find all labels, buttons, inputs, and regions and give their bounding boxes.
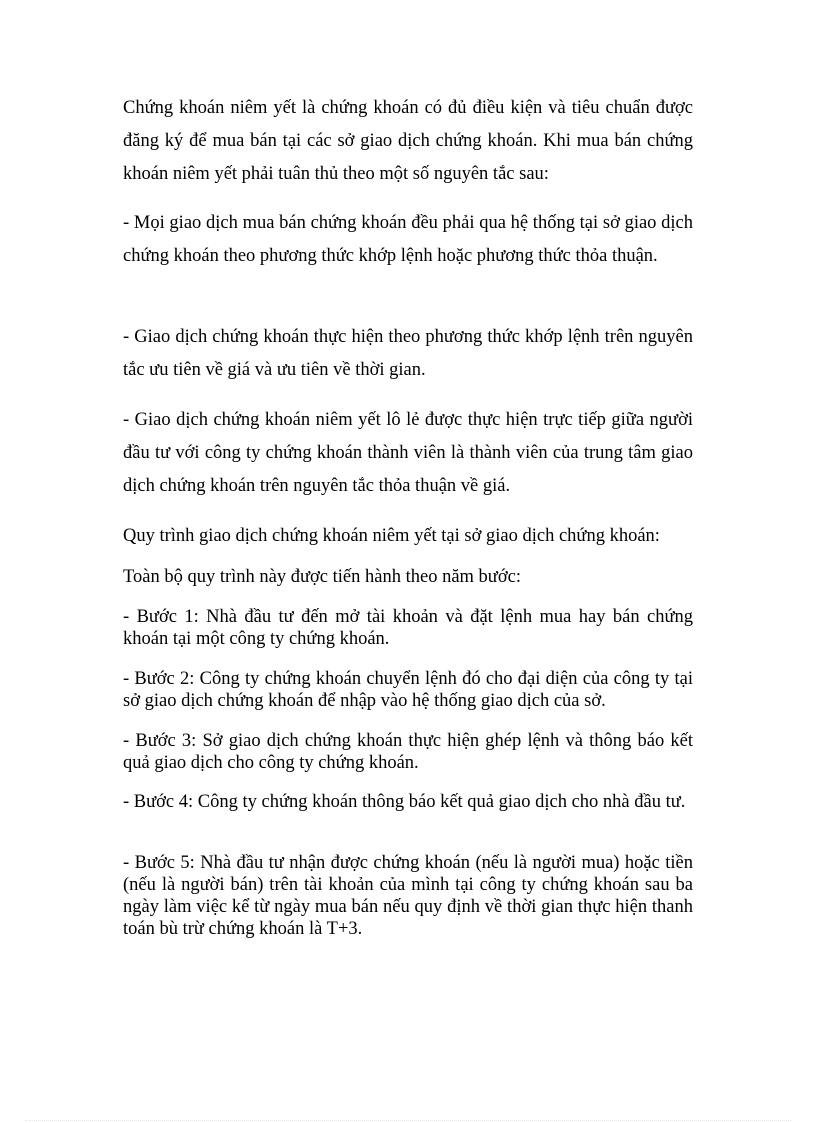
process-heading: Quy trình giao dịch chứng khoán niêm yết tại sở giao dịch chứng khoán:	[123, 526, 660, 546]
step-4: - Bước 4: Công ty chứng khoán thông báo kết quả giao dịch cho nhà đầu tư.	[123, 792, 686, 812]
intro-paragraph: Chứng khoán niêm yết là chứng khoán có đủ điều kiện và tiêu chuẩn được đăng ký để mua bán tại các sở giao dịch chứng khoán. Khi mua bán chứng khoán niêm yết phải tuân thủ theo một số nguyên tắc sau:	[123, 98, 693, 184]
footer-divider	[25, 1120, 791, 1121]
rule-paragraph-1: - Mọi giao dịch mua bán chứng khoán đều phải qua hệ thống tại sở giao dịch chứng khoán theo phương thức khớp lệnh hoặc phương thức thỏa thuận.	[123, 213, 693, 266]
rule-paragraph-2: - Giao dịch chứng khoán thực hiện theo phương thức khớp lệnh trên nguyên tắc ưu tiên về giá và ưu tiên về thời gian.	[123, 327, 693, 380]
step-3: - Bước 3: Sở giao dịch chứng khoán thực hiện ghép lệnh và thông báo kết quả giao dịch cho công ty chứng khoán.	[123, 731, 693, 773]
step-1: - Bước 1: Nhà đầu tư đến mở tài khoản và đặt lệnh mua hay bán chứng khoán tại một công ty chứng khoán.	[123, 607, 693, 649]
process-intro: Toàn bộ quy trình này được tiến hành theo năm bước:	[123, 567, 521, 587]
step-2: - Bước 2: Công ty chứng khoán chuyển lệnh đó cho đại diện của công ty tại sở giao dịch chứng khoán để nhập vào hệ thống giao dịch của sở.	[123, 669, 693, 711]
step-5: - Bước 5: Nhà đầu tư nhận được chứng khoán (nếu là người mua) hoặc tiền (nếu là người bán) trên tài khoản của mình tại công ty chứng khoán sau ba ngày làm việc kể từ ngày mua bán nếu quy định về thời gian thực hiện thanh toán bù trừ chứng khoán là T+3.	[123, 853, 693, 939]
rule-paragraph-3: - Giao dịch chứng khoán niêm yết lô lẻ được thực hiện trực tiếp giữa người đầu tư với công ty chứng khoán thành viên là thành viên của trung tâm giao dịch chứng khoán trên nguyên tắc thỏa thuận về giá.	[123, 410, 693, 496]
